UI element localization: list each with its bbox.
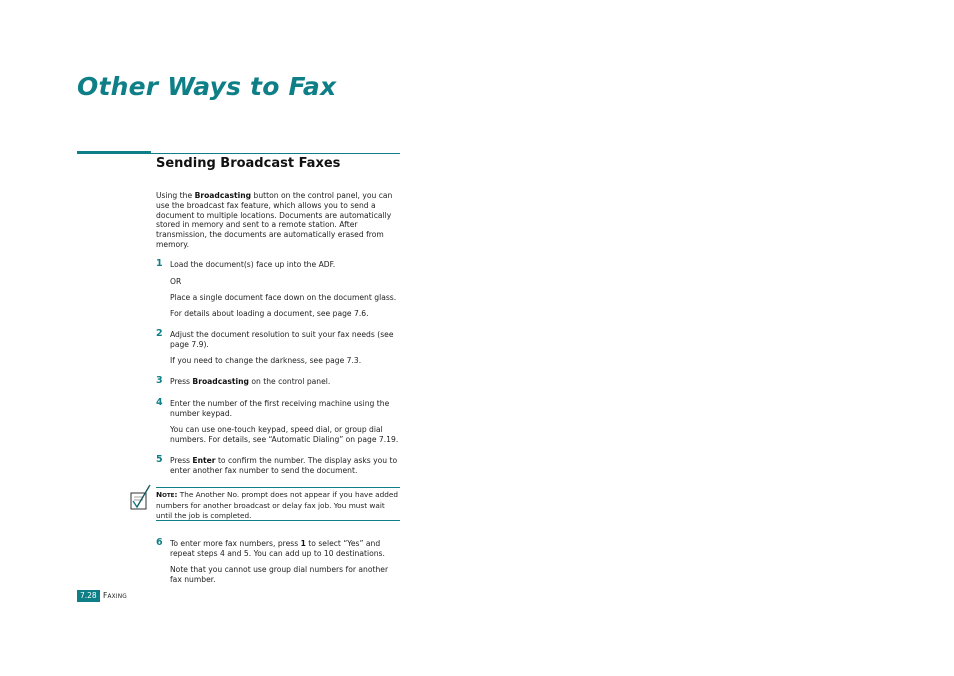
step-number-1: 1 [156,258,163,269]
step-number-3: 3 [156,375,163,386]
step-text-6: To enter more fax numbers, press 1 to select “Yes” and repeat steps 4 and 5. You can add up to 10 destinations. [170,539,385,558]
step-6-detail: Note that you cannot use group dial numbers for another fax number. [170,565,389,584]
step-number-2: 2 [156,328,163,339]
step-text-4: Enter the number of the first receiving machine using the number keypad. [170,399,390,418]
step-number-4: 4 [156,397,163,408]
step-1-alt: Place a single document face down on the document glass. [170,293,397,302]
section-title: Sending Broadcast Faxes [156,156,341,171]
note-rule-bottom [156,520,400,521]
step-2-detail: If you need to change the darkness, see page 7.3. [170,356,362,365]
section-rule-thin [151,153,400,154]
page-number-badge: 7.28 [77,590,100,602]
note-text: NOTE: The Another No. prompt does not appear if you have added numbers for another broadcast or delay fax job. You must wait until the job is completed. [156,490,399,520]
step-text-1: Load the document(s) face up into the ADF. [170,260,336,269]
section-rule-thick [77,151,151,154]
step-1-or: OR [170,277,182,286]
step-number-5: 5 [156,454,163,465]
note-check-icon [129,484,153,512]
step-text-5: Press Enter to confirm the number. The display asks you to enter another fax number to send the document. [170,456,398,475]
step-number-6: 6 [156,537,163,548]
step-text-2: Adjust the document resolution to suit your fax needs (see page 7.9). [170,330,394,349]
step-text-3: Press Broadcasting on the control panel. [170,377,331,386]
intro-paragraph: Using the Broadcasting button on the control panel, you can use the broadcast fax feature, which allows you to send a document to multiple locations. Documents are automatically stored in memory and sent to a remote station. After transmission, the documents are automatically erased from memory. [156,191,393,249]
footer-chapter-name: FAXING [103,591,127,600]
broadcasting-term: Broadcasting [194,191,252,200]
note-rule-top [156,487,400,488]
note-label: NOTE: [156,490,178,499]
chapter-title: Other Ways to Fax [77,72,337,101]
step-4-detail: You can use one-touch keypad, speed dial, or group dial numbers. For details, see “Automatic Dialing” on page 7.19. [170,425,399,444]
step-1-detail: For details about loading a document, see page 7.6. [170,309,369,318]
